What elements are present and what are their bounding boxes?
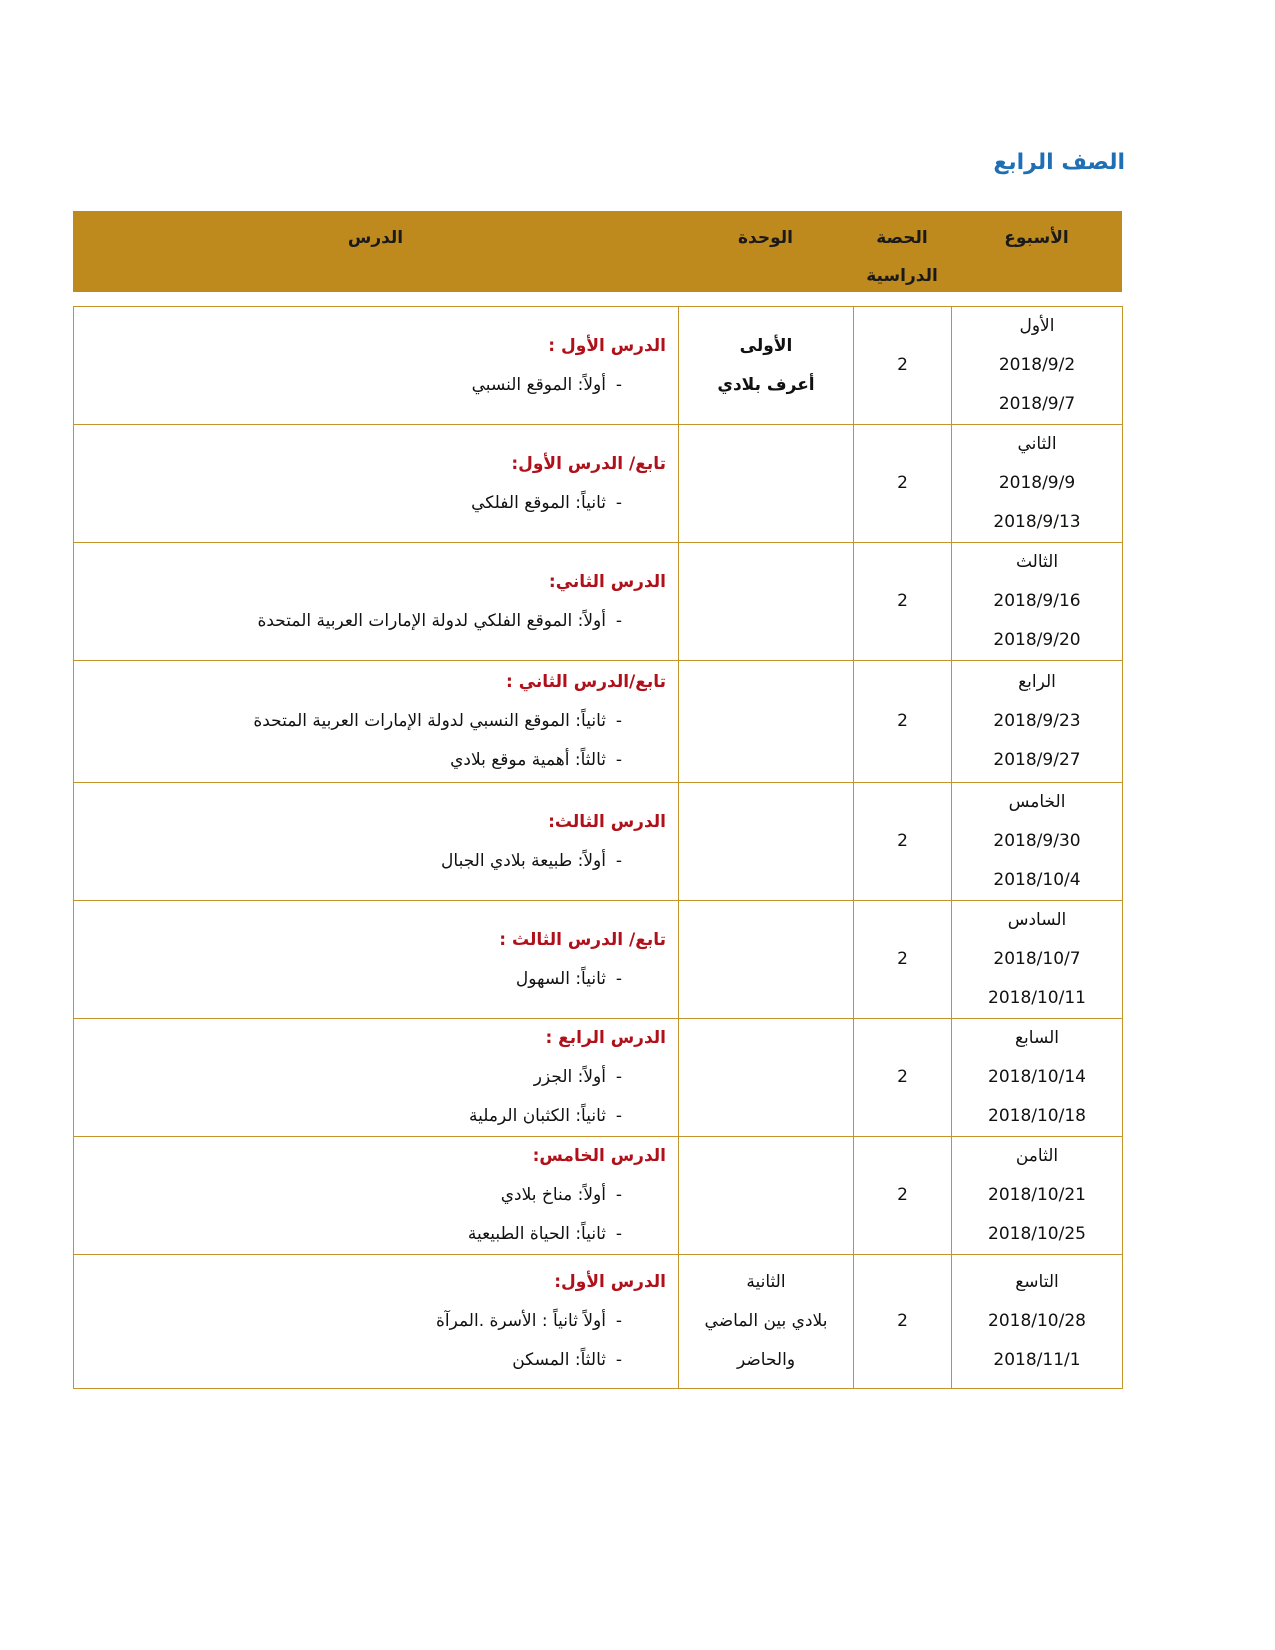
table-row [74,1137,1123,1255]
unit-cell [679,661,854,783]
lesson-cell [74,307,679,425]
week-cell [952,425,1123,543]
period-cell: 2 [854,307,952,425]
header-lesson: الدرس [347,228,404,248]
header-period: الحصة الدراسية [866,228,938,286]
lesson-title: الدرس الأول: [554,1272,666,1292]
table-row [74,543,1123,661]
lesson-item: - ثالثاً: أهمية موقع بلادي [74,741,666,780]
week-end: 2018/10/11 [988,988,1086,1008]
lesson-item: - أولاً: الجزر [74,1058,666,1097]
unit-cell [679,307,854,425]
unit-cell [679,1255,854,1389]
period-cell: 2 [854,661,952,783]
week-week: السادس [1007,910,1067,930]
lesson-cell [74,901,679,1019]
week-start: 2018/9/23 [993,711,1081,731]
week-cell [952,1255,1123,1389]
table-row [74,783,1123,901]
table-row [74,661,1123,783]
week-week: الثامن [1015,1146,1059,1166]
unit-cell [679,543,854,661]
week-cell [952,661,1123,783]
week-start: 2018/10/21 [988,1185,1086,1205]
lesson-item: - ثالثاً: المسكن [74,1341,666,1380]
lesson-cell [74,661,679,783]
lesson-cell [74,1137,679,1255]
lesson-item: - ثانياً: الموقع الفلكي [74,484,666,523]
unit-cell [679,425,854,543]
lesson-title: تابع/الدرس الثاني : [506,672,666,692]
week-start: 2018/9/30 [993,831,1081,851]
week-end: 2018/10/4 [993,870,1081,890]
schedule-table [73,306,1123,1389]
lesson-cell [74,543,679,661]
unit-line: بلادي بين الماضي [704,1311,828,1331]
period-cell: 2 [854,1137,952,1255]
week-end: 2018/9/7 [998,394,1076,414]
week-end: 2018/9/27 [993,750,1081,770]
unit-cell [679,783,854,901]
unit-cell [679,1137,854,1255]
week-week: السابع [1014,1028,1060,1048]
table-row [74,901,1123,1019]
unit-line: أعرف بلادي [717,374,815,395]
week-end: 2018/11/1 [993,1350,1081,1370]
table-row [74,425,1123,543]
week-start: 2018/10/14 [988,1067,1086,1087]
week-cell [952,543,1123,661]
week-end: 2018/10/25 [988,1224,1086,1244]
lesson-title: الدرس الثاني: [548,571,666,592]
lesson-item: - ثانياً: السهول [74,960,666,999]
week-start: 2018/10/7 [993,949,1081,969]
week-cell [952,307,1123,425]
table-header [73,211,1122,292]
lesson-item: - ثانياً: الحياة الطبيعية [74,1215,666,1254]
lesson-title: تابع/ الدرس الثالث : [499,929,666,950]
table-row [74,1255,1123,1389]
lesson-cell [74,1255,679,1389]
lesson-item: - أولاً ثانياً : الأسرة .المرآة [74,1302,666,1341]
week-start: 2018/10/28 [988,1311,1086,1331]
lesson-title: الدرس الأول : [548,335,666,356]
week-week: الرابع [1018,672,1056,692]
page-title: الصف الرابع [993,150,1125,175]
lesson-title: تابع/ الدرس الأول: [511,453,666,474]
week-start: 2018/9/9 [998,473,1076,493]
table-row [74,1019,1123,1137]
week-end: 2018/9/13 [993,512,1081,532]
unit-line: والحاضر [736,1350,796,1370]
week-cell [952,901,1123,1019]
header-week: الأسبوع [1004,228,1069,248]
lesson-cell [74,783,679,901]
week-start: 2018/9/2 [998,355,1076,375]
unit-line: الأولى [739,335,793,356]
week-end: 2018/10/18 [988,1106,1086,1126]
unit-line: الثانية [746,1272,786,1292]
week-week: التاسع [1015,1272,1059,1292]
lesson-title: الدرس الخامس: [532,1146,666,1166]
week-cell [952,1019,1123,1137]
period-cell: 2 [854,1255,952,1389]
week-week: الثاني [1017,434,1057,454]
header-unit: الوحدة [738,228,793,248]
week-cell [952,783,1123,901]
period-cell: 2 [854,425,952,543]
lesson-item: - ثانياً: الكثبان الرملية [74,1097,666,1136]
period-cell: 2 [854,1019,952,1137]
unit-cell [679,901,854,1019]
week-cell [952,1137,1123,1255]
period-cell: 2 [854,901,952,1019]
week-week: الأول [1019,316,1055,336]
lesson-item: - أولاً: الموقع الفلكي لدولة الإمارات العربية المتحدة [74,602,666,641]
lesson-title: الدرس الثالث: [548,811,666,832]
table-row [74,307,1123,425]
lesson-item: - أولاً: مناخ بلادي [74,1176,666,1215]
lesson-item: - ثانياً: الموقع النسبي لدولة الإمارات العربية المتحدة [74,702,666,741]
week-start: 2018/9/16 [993,591,1081,611]
lesson-cell [74,1019,679,1137]
week-week: الثالث [1015,552,1059,572]
unit-cell [679,1019,854,1137]
lesson-cell [74,425,679,543]
week-end: 2018/9/20 [993,630,1081,650]
lesson-item: - أولاً: طبيعة بلادي الجبال [74,842,666,881]
period-cell: 2 [854,783,952,901]
week-week: الخامس [1008,792,1066,812]
lesson-title: الدرس الرابع : [545,1028,666,1048]
lesson-item: - أولاً: الموقع النسبي [74,366,666,405]
period-cell: 2 [854,543,952,661]
